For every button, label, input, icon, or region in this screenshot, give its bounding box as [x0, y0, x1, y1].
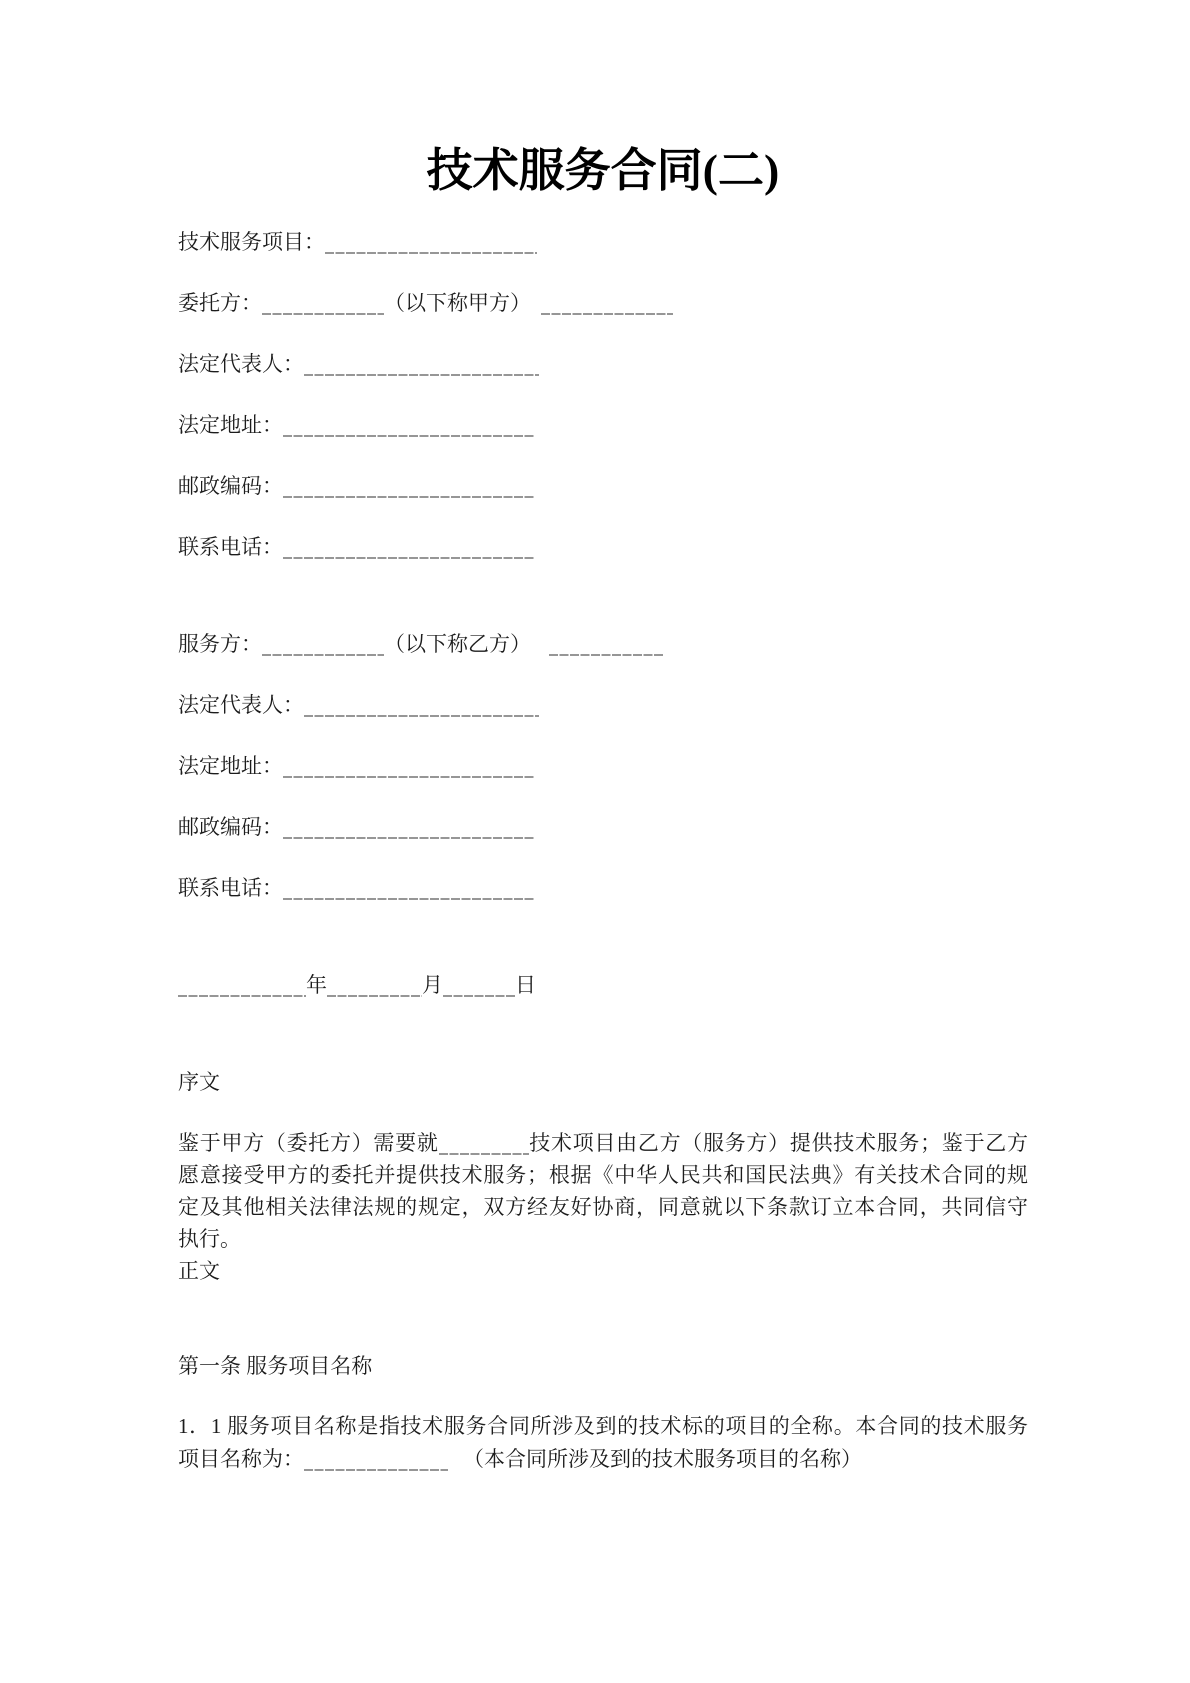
party-a-alias-blank-line: [541, 291, 673, 315]
party-a-label: 委托方：: [178, 291, 262, 315]
preamble-line-4: 执行。: [178, 1227, 241, 1251]
legal-rep-blank-line: [304, 352, 539, 376]
project-label: 技术服务项目：: [178, 230, 325, 254]
month-label: 月: [422, 973, 443, 997]
party-b-alias-blank-line: [549, 632, 664, 656]
clause-1-1-paragraph: [178, 1410, 1028, 1476]
field-line-party-a-legal-address: [178, 409, 1028, 442]
preamble-heading: 序文: [178, 1070, 220, 1094]
field-line-party-a-phone: [178, 531, 1028, 564]
clause-1-1-blank-line: [304, 1447, 448, 1471]
body-heading: 正文: [178, 1259, 220, 1283]
party-b-alias: （以下称乙方）: [384, 632, 531, 656]
phone-blank-line: [283, 535, 535, 559]
postcode-blank-line: [283, 815, 535, 839]
day-label: 日: [515, 973, 536, 997]
party-a-name-blank-line: [262, 291, 384, 315]
preamble-line-1-after: 技术项目由乙方（服务方）提供技术服务；鉴于乙方: [528, 1131, 1029, 1155]
phone-label: 联系电话：: [178, 876, 283, 900]
field-line-project: [178, 226, 1028, 259]
phone-label: 联系电话：: [178, 535, 283, 559]
legal-address-label: 法定地址：: [178, 754, 283, 778]
party-b-name-blank-line: [262, 632, 384, 656]
postcode-label: 邮政编码：: [178, 815, 283, 839]
clause-1-1-line-1: 1．1 服务项目名称是指技术服务合同所涉及到的技术标的项目的全称。本合同的技术服务: [178, 1414, 1028, 1438]
project-blank-line: [325, 230, 537, 254]
legal-rep-blank-line: [304, 693, 539, 717]
clause-1-1-note: （本合同所涉及到的技术服务项目的名称）: [463, 1447, 862, 1471]
document-title: 技术服务合同(二): [426, 145, 780, 196]
preamble-paragraph: [178, 1127, 1028, 1255]
preamble-line-1-before: 鉴于甲方（委托方）需要就: [178, 1131, 439, 1155]
clause-1-1-line-2: [178, 1443, 1028, 1476]
field-line-party-b-phone: [178, 872, 1028, 905]
legal-rep-label: 法定代表人：: [178, 693, 304, 717]
phone-blank-line: [283, 876, 535, 900]
postcode-blank-line: [283, 474, 535, 498]
postcode-label: 邮政编码：: [178, 474, 283, 498]
legal-rep-label: 法定代表人：: [178, 352, 304, 376]
field-line-party-a-postcode: [178, 470, 1028, 503]
field-line-party-a-legal-rep: [178, 348, 1028, 381]
preamble-line-3: 定及其他相关法律法规的规定，双方经友好协商，同意就以下条款订立本合同，共同信守: [178, 1195, 1028, 1219]
party-b-label: 服务方：: [178, 632, 262, 656]
field-line-party-a: [178, 287, 1028, 320]
legal-address-label: 法定地址：: [178, 413, 283, 437]
field-line-party-b: [178, 628, 1028, 661]
party-a-alias: （以下称甲方）: [384, 291, 531, 315]
preamble-line-1: [178, 1127, 1028, 1159]
clause-1-1-line-2-label: 项目名称为：: [178, 1447, 304, 1471]
legal-address-blank-line: [283, 754, 535, 778]
article-1-heading: 第一条 服务项目名称: [178, 1354, 373, 1378]
date-line: [178, 969, 1028, 1002]
preamble-blank-line: [439, 1131, 529, 1155]
month-blank-line: [327, 973, 422, 997]
year-blank-line: [178, 973, 306, 997]
year-label: 年: [306, 973, 327, 997]
field-line-party-b-legal-rep: [178, 689, 1028, 722]
field-line-party-b-postcode: [178, 811, 1028, 844]
field-line-party-b-legal-address: [178, 750, 1028, 783]
day-blank-line: [443, 973, 515, 997]
preamble-line-2: 愿意接受甲方的委托并提供技术服务；根据《中华人民共和国民法典》有关技术合同的规: [178, 1163, 1028, 1187]
legal-address-blank-line: [283, 413, 535, 437]
